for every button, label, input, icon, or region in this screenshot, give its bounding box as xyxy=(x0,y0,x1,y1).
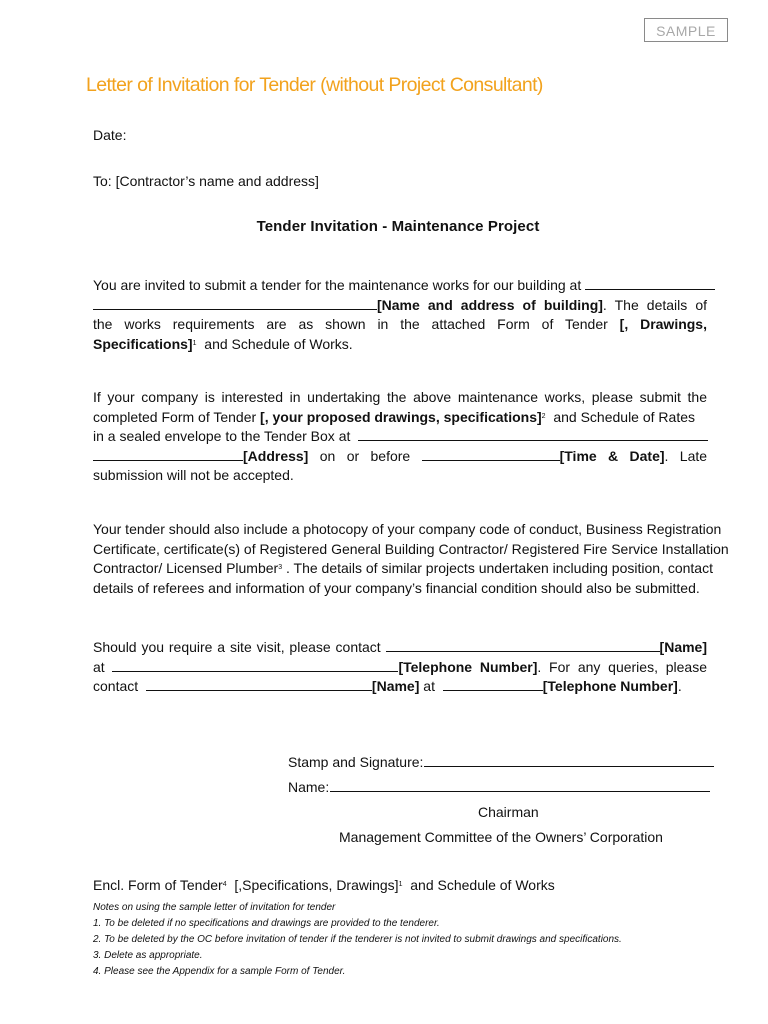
text: the works requirements are as shown in the attached Form of Tender xyxy=(93,316,608,332)
blank-line xyxy=(585,277,715,290)
paragraph-submission: If your company is interested in undertaking the above maintenance works, please submit the completed Form of Tender [, your proposed drawings, specifications]$^2$ and Schedule of Rates in a sealed envelope to the Tender Box at [Address] on or before [Time & Date]. Late submission will not be accepted. xyxy=(93,389,708,483)
note-item: 1. To be deleted if no specifications and drawings are provided to the tenderer. xyxy=(93,918,440,929)
signature-line xyxy=(424,754,714,767)
text: at xyxy=(423,678,435,694)
paragraph-documents xyxy=(93,520,729,598)
text: completed Form of Tender xyxy=(93,408,257,425)
placeholder-name: [Name] xyxy=(371,678,420,694)
text: Your tender should also include a photocopy of your company code of conduct, Business Registration xyxy=(93,521,722,537)
text: Encl. Form of Tender xyxy=(93,877,223,893)
text: You are invited to submit a tender for the maintenance works for our building at xyxy=(93,277,582,293)
section-heading: Tender Invitation - Maintenance Project xyxy=(256,218,540,235)
text: . xyxy=(677,678,682,694)
blank-line xyxy=(358,428,708,441)
blank-line xyxy=(93,448,243,461)
date-label: Date: xyxy=(93,127,127,143)
text: contact xyxy=(93,678,139,694)
text: submission will not be accepted. xyxy=(93,467,294,483)
placeholder-telephone: [Telephone Number] xyxy=(398,658,538,675)
note-item: 2. To be deleted by the OC before invitation of tender if the tenderer is not invited to submit drawings and specifications. xyxy=(93,934,622,945)
text: and Schedule of Works xyxy=(410,877,555,893)
blank-line xyxy=(112,659,398,672)
placeholder-building: [Name and address of building] xyxy=(377,296,603,313)
footnote-ref: 2 xyxy=(541,412,546,420)
placeholder-drawings: [, Drawings, xyxy=(619,316,707,332)
blank-line xyxy=(422,448,560,461)
text: and Schedule of Rates xyxy=(553,408,695,425)
text: . For any queries, please xyxy=(537,658,707,675)
text: Should you require a site visit, please contact xyxy=(93,639,381,655)
placeholder-specifications: Specifications] xyxy=(93,335,193,352)
text: [,Specifications, Drawings] xyxy=(234,877,399,893)
text: in a sealed envelope to the Tender Box at xyxy=(93,428,351,444)
text: . The details of similar projects undertaken including position, contact xyxy=(286,560,713,576)
blank-line xyxy=(93,297,377,310)
name-row xyxy=(288,779,710,795)
name-label: Name: xyxy=(288,779,330,795)
note-item: 3. Delete as appropriate. xyxy=(93,950,203,961)
blank-line xyxy=(443,678,543,691)
text: Certificate, certificate(s) of Registered General Building Contractor/ Registered Fire Service Installation xyxy=(93,540,729,557)
text: and Schedule of Works. xyxy=(204,335,353,352)
footnote-ref: 4 xyxy=(222,881,227,888)
text: . The details of xyxy=(602,296,707,313)
text: If your company is interested in undertaking the above maintenance works, please submit the xyxy=(93,389,707,405)
stamp-signature-label: Stamp and Signature: xyxy=(288,754,424,770)
sample-badge: SAMPLE xyxy=(644,18,728,42)
paragraph-contact xyxy=(93,638,707,697)
blank-line xyxy=(146,678,372,691)
text: at xyxy=(93,658,105,675)
enclosure-line xyxy=(93,877,555,893)
placeholder-name: [Name] xyxy=(659,639,708,655)
blank-line xyxy=(386,639,660,652)
paragraph-invitation xyxy=(93,276,707,354)
recipient-label: To: [Contractor’s name and address] xyxy=(93,173,319,189)
chairman-title: Chairman xyxy=(478,804,539,820)
footnote-ref: 3 xyxy=(278,564,283,571)
stamp-signature-row xyxy=(288,754,714,770)
text: Contractor/ Licensed Plumber xyxy=(93,560,279,576)
placeholder-telephone: [Telephone Number] xyxy=(542,678,678,694)
name-line xyxy=(330,779,710,792)
placeholder-address: [Address] xyxy=(243,447,309,464)
note-item: 4. Please see the Appendix for a sample Form of Tender. xyxy=(93,966,346,977)
placeholder-time-date: [Time & Date] xyxy=(559,447,665,464)
letter-title: Letter of Invitation for Tender (without Project Consultant) xyxy=(86,74,543,96)
footnote-ref: 1 xyxy=(398,881,403,888)
committee-name: Management Committee of the Owners’ Corporation xyxy=(339,829,663,845)
notes-heading: Notes on using the sample letter of invitation for tender xyxy=(93,902,336,913)
text: details of referees and information of your company’s financial condition should also be submitted. xyxy=(93,579,700,596)
notes-section xyxy=(93,900,622,980)
footnote-ref: 1 xyxy=(192,339,197,347)
placeholder-proposed: [, your proposed drawings, specifications] xyxy=(260,408,542,425)
